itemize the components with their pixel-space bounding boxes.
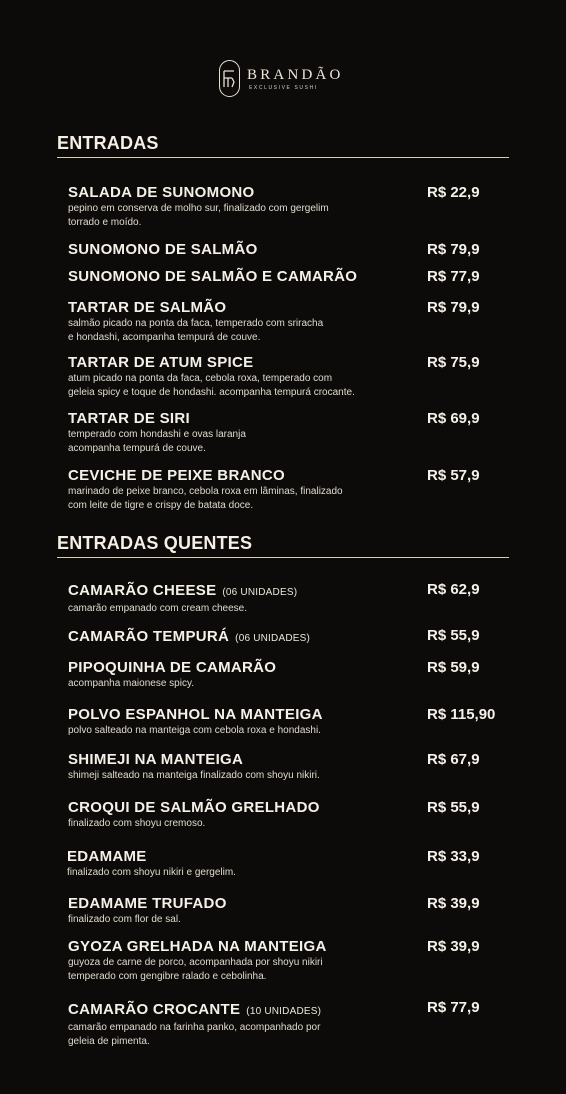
item-description: marinado de peixe branco, cebola roxa em lâminas, finalizado com leite de tigre e crispy de batata doce. bbox=[68, 486, 343, 511]
item-description: finalizado com shoyu nikiri e gergelim. bbox=[67, 867, 236, 878]
item-description: pepino em conserva de molho sur, finalizado com gergelim torrado e moído. bbox=[68, 203, 329, 228]
section-divider bbox=[57, 557, 509, 558]
item-description: finalizado com shoyu cremoso. bbox=[68, 818, 206, 829]
item-name: TARTAR DE ATUM SPICE bbox=[68, 354, 254, 371]
item-price: R$ 77,9 bbox=[427, 999, 480, 1016]
section-title-entradas: ENTRADAS bbox=[57, 133, 159, 153]
item-price: R$ 39,9 bbox=[427, 938, 480, 955]
item-price: R$ 55,9 bbox=[427, 799, 480, 816]
item-quantity: (10 UNIDADES) bbox=[246, 1006, 322, 1017]
section-title-entradas-quentes: ENTRADAS QUENTES bbox=[57, 533, 253, 553]
item-description: temperado com hondashi e ovas laranja acompanha tempurá de couve. bbox=[68, 429, 246, 454]
item-price: R$ 115,90 bbox=[427, 706, 496, 723]
item-description: shimeji salteado na manteiga finalizado com shoyu nikiri. bbox=[68, 770, 320, 781]
item-price: R$ 75,9 bbox=[427, 354, 480, 371]
item-name: SUNOMONO DE SALMÃO bbox=[68, 241, 258, 258]
item-description: guyoza de carne de porco, acompanhada por shoyu nikiri temperado com gengibre ralado e cebolinha. bbox=[68, 957, 323, 982]
item-price: R$ 79,9 bbox=[427, 241, 480, 258]
item-name: CROQUI DE SALMÃO GRELHADO bbox=[68, 799, 320, 816]
item-description: camarão empanado com cream cheese. bbox=[68, 603, 247, 614]
section-divider bbox=[57, 157, 509, 158]
brand-logo bbox=[219, 58, 359, 102]
item-name: TARTAR DE SIRI bbox=[68, 410, 190, 427]
item-price: R$ 79,9 bbox=[427, 299, 480, 316]
item-name: GYOZA GRELHADA NA MANTEIGA bbox=[68, 938, 327, 955]
item-name: EDAMAME TRUFADO bbox=[68, 895, 227, 912]
item-price: R$ 62,9 bbox=[427, 581, 480, 598]
item-name: PIPOQUINHA DE CAMARÃO bbox=[68, 659, 277, 676]
item-quantity: (06 UNIDADES) bbox=[222, 587, 298, 598]
item-name: SUNOMONO DE SALMÃO E CAMARÃO bbox=[68, 268, 358, 285]
item-description: finalizado com flor de sal. bbox=[68, 914, 181, 925]
item-price: R$ 33,9 bbox=[427, 848, 480, 865]
item-name-text: CAMARÃO CHEESE bbox=[68, 582, 217, 599]
item-price: R$ 39,9 bbox=[427, 895, 480, 912]
item-price: R$ 57,9 bbox=[427, 467, 480, 484]
item-price: R$ 59,9 bbox=[427, 659, 480, 676]
item-quantity: (06 UNIDADES) bbox=[235, 633, 311, 644]
item-name: CEVICHE DE PEIXE BRANCO bbox=[68, 467, 285, 484]
item-description: atum picado na ponta da faca, cebola roxa, temperado com geleia spicy e toque de hondashi. acompanha tempurá crocante. bbox=[68, 373, 355, 398]
item-price: R$ 69,9 bbox=[427, 410, 480, 427]
item-name: SALADA DE SUNOMONO bbox=[68, 184, 255, 201]
item-name: EDAMAME bbox=[67, 848, 147, 865]
brand-tagline: EXCLUSIVE SUSHI bbox=[249, 85, 318, 91]
item-name-text: CAMARÃO TEMPURÁ bbox=[68, 628, 230, 645]
item-price: R$ 55,9 bbox=[427, 627, 480, 644]
item-name-text: CAMARÃO CROCANTE bbox=[68, 1001, 241, 1018]
item-price: R$ 77,9 bbox=[427, 268, 480, 285]
brand-monogram-icon bbox=[219, 60, 240, 97]
item-name: SHIMEJI NA MANTEIGA bbox=[68, 751, 244, 768]
item-description: camarão empanado na farinha panko, acompanhado por geleia de pimenta. bbox=[68, 1022, 321, 1047]
brand-name: BRANDÃO bbox=[247, 67, 344, 83]
item-name: POLVO ESPANHOL NA MANTEIGA bbox=[68, 706, 323, 723]
item-name: TARTAR DE SALMÃO bbox=[68, 299, 227, 316]
item-price: R$ 22,9 bbox=[427, 184, 480, 201]
item-price: R$ 67,9 bbox=[427, 751, 480, 768]
item-description: acompanha maionese spicy. bbox=[68, 678, 194, 689]
item-description: salmão picado na ponta da faca, temperado com sriracha e hondashi, acompanha tempurá de couve. bbox=[68, 318, 324, 343]
item-description: polvo salteado na manteiga com cebola roxa e hondashi. bbox=[68, 725, 321, 736]
